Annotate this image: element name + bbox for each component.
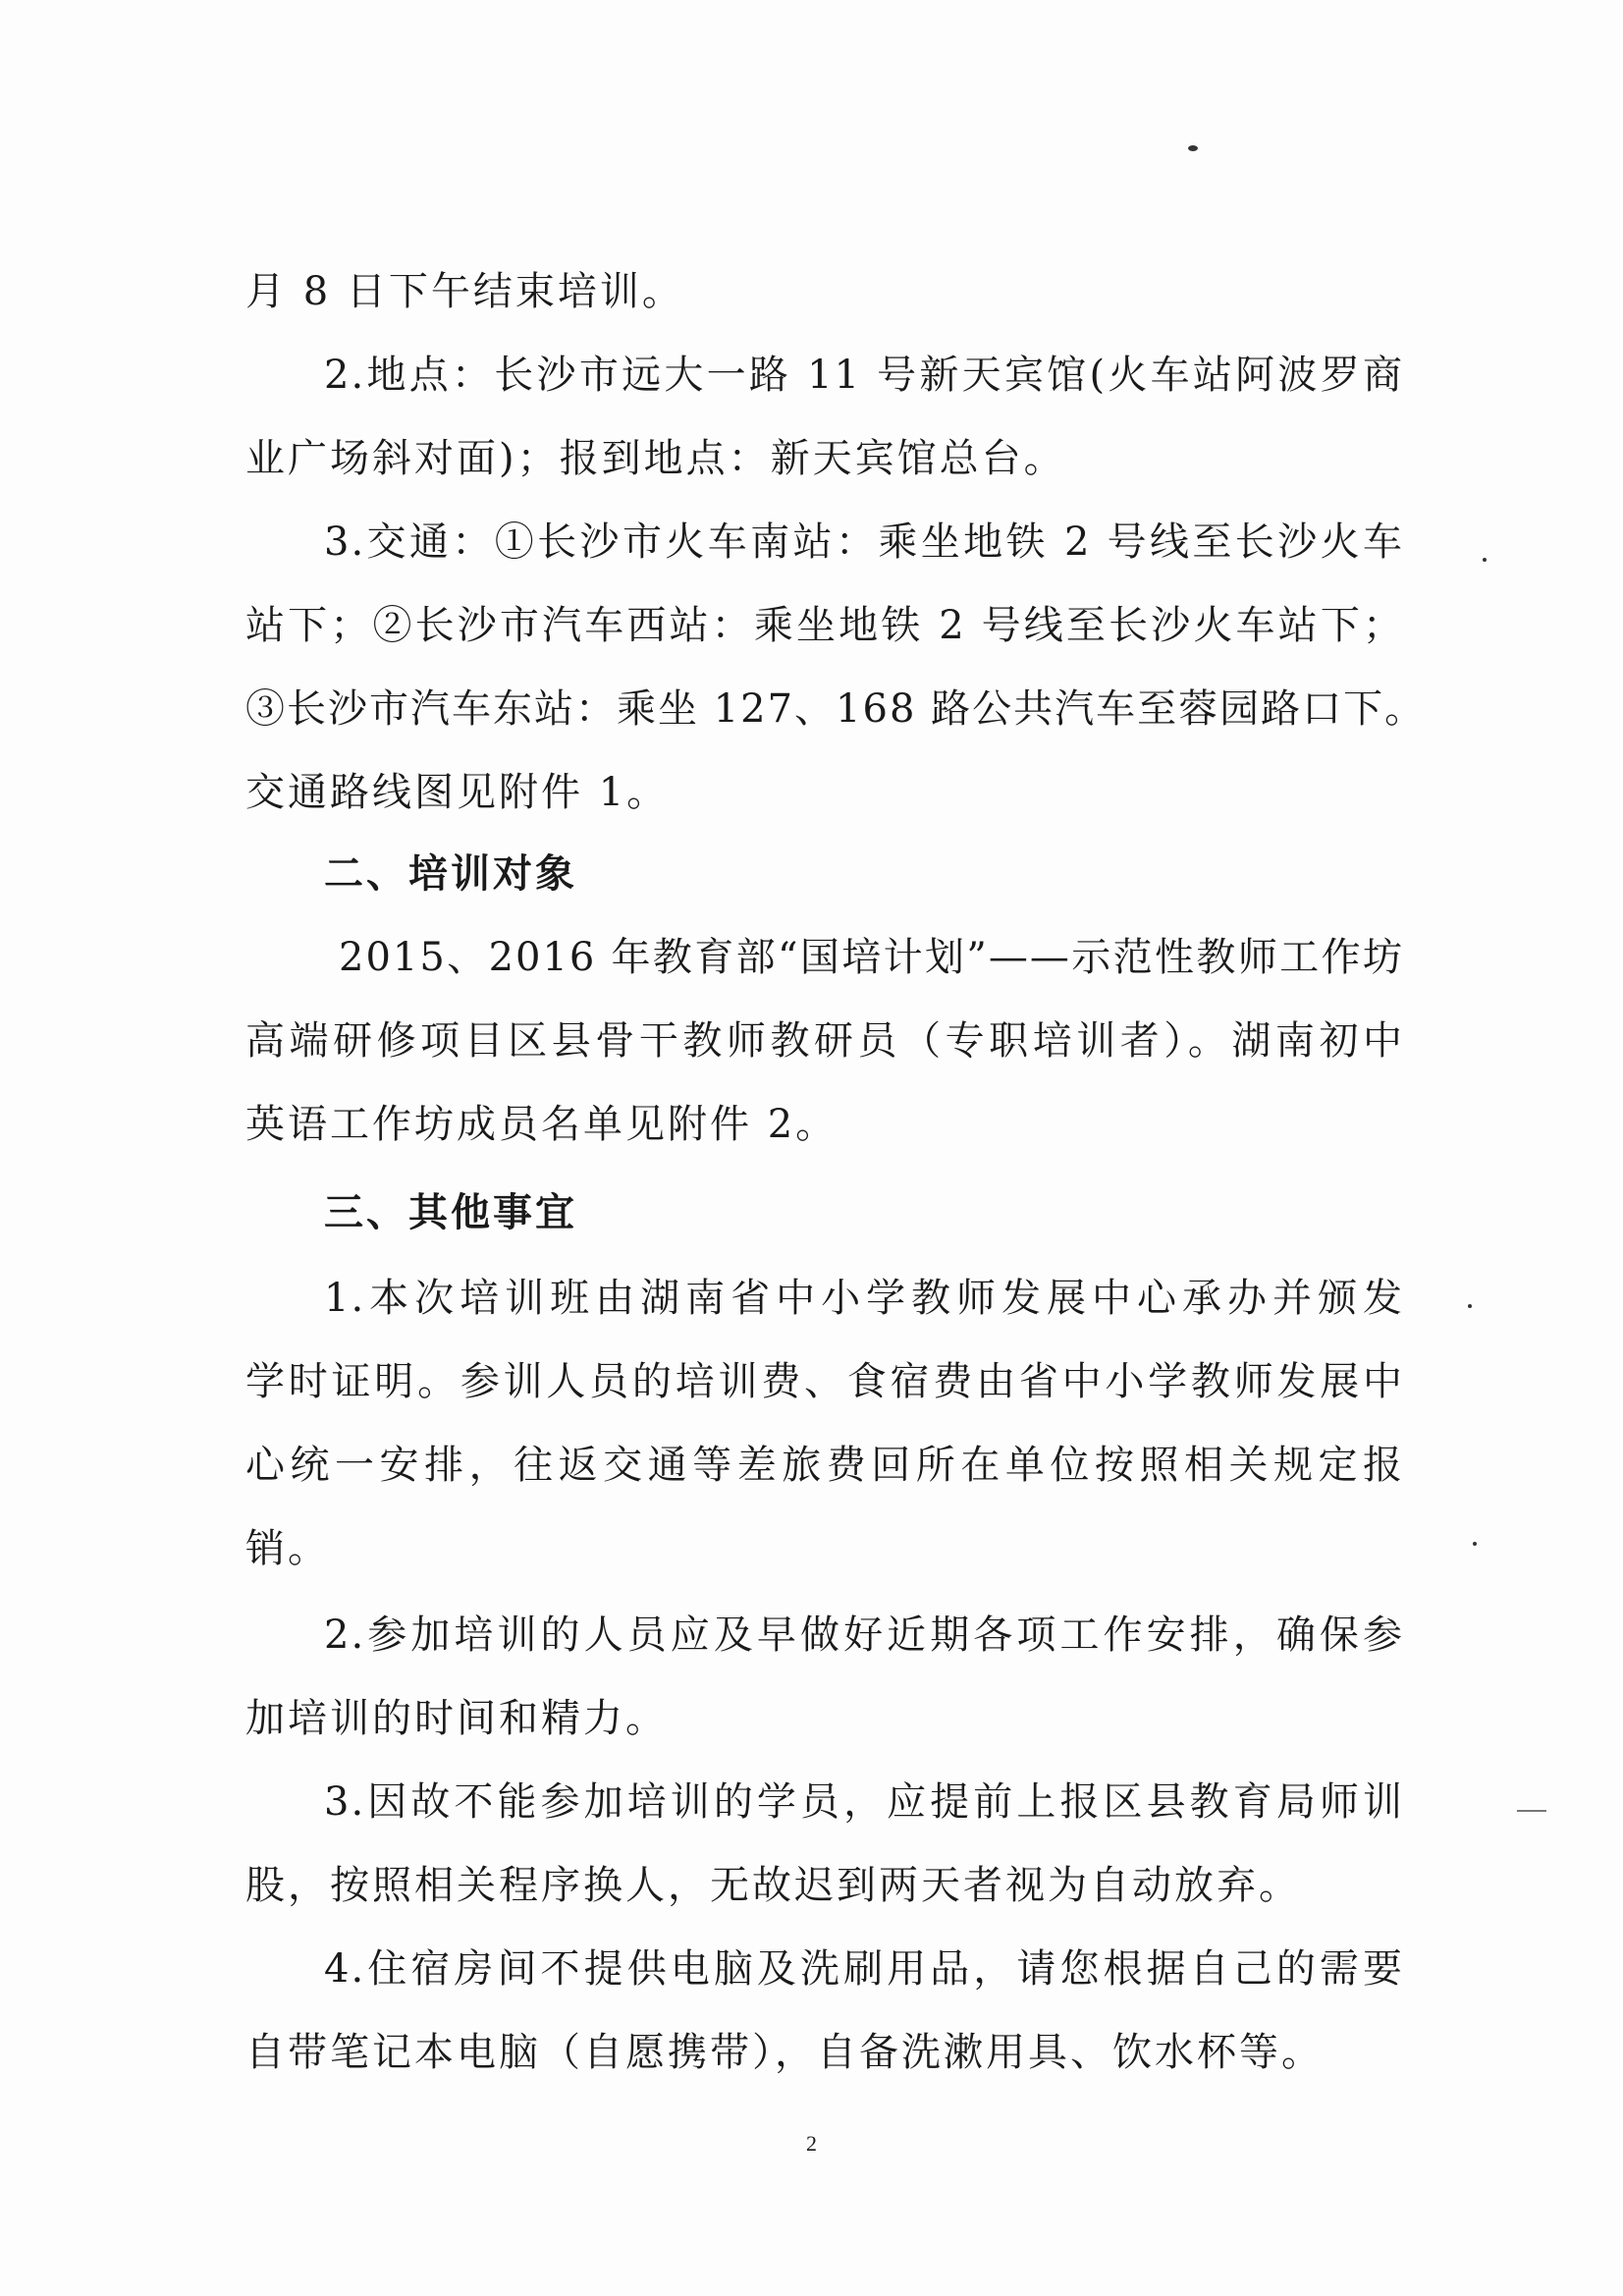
text-line: 2.地点：长沙市远大一路 11 号新天宾馆(火车站阿波罗商 <box>324 353 1404 398</box>
text-line: 3.交通：①长沙市火车南站：乘坐地铁 2 号线至长沙火车 <box>324 519 1404 565</box>
section-heading: 二、培训对象 <box>324 851 577 897</box>
text-line: 加培训的时间和精力。 <box>245 1696 668 1741</box>
text-line: 股，按照相关程序换人，无故迟到两天者视为自动放弃。 <box>245 1863 1301 1908</box>
scan-speck <box>1468 1304 1472 1308</box>
text-line: 心统一安排，往返交通等差旅费回所在单位按照相关规定报 <box>245 1443 1404 1488</box>
text-line: 英语工作坊成员名单见附件 2。 <box>245 1102 839 1147</box>
text-line: 业广场斜对面)；报到地点：新天宾馆总台。 <box>245 436 1066 481</box>
page-number: 2 <box>806 2131 817 2156</box>
scan-speck <box>1188 145 1198 151</box>
text-line: 4.住宿房间不提供电脑及洗刷用品，请您根据自己的需要 <box>324 1946 1404 1992</box>
text-line: 2.参加培训的人员应及早做好近期各项工作安排，确保参 <box>324 1613 1404 1658</box>
text-line: 交通路线图见附件 1。 <box>245 770 670 815</box>
text-line: 学时证明。参训人员的培训费、食宿费由省中小学教师发展中 <box>245 1359 1404 1404</box>
scan-mark <box>1517 1810 1546 1812</box>
scan-speck <box>1473 1542 1477 1546</box>
scan-speck <box>1483 558 1487 562</box>
text-line: 站下；②长沙市汽车西站：乘坐地铁 2 号线至长沙火车站下； <box>245 603 1404 648</box>
section-heading: 三、其他事宜 <box>324 1190 577 1235</box>
text-line: 1.本次培训班由湖南省中小学教师发展中心承办并颁发 <box>324 1276 1404 1321</box>
text-line: 高端研修项目区县骨干教师教研员（专职培训者）。湖南初中 <box>245 1018 1404 1064</box>
text-line: 销。 <box>245 1526 330 1571</box>
text-line: 3.因故不能参加培训的学员，应提前上报区县教育局师训 <box>324 1779 1404 1825</box>
text-line: 自带笔记本电脑（自愿携带），自备洗漱用具、饮水杯等。 <box>245 2030 1324 2075</box>
text-line: 月 8 日下午结束培训。 <box>245 269 684 314</box>
text-line: ③长沙市汽车东站：乘坐 127、168 路公共汽车至蓉园路口下。 <box>245 686 1427 732</box>
text-line: 2015、2016 年教育部“国培计划”——示范性教师工作坊 <box>339 935 1404 980</box>
